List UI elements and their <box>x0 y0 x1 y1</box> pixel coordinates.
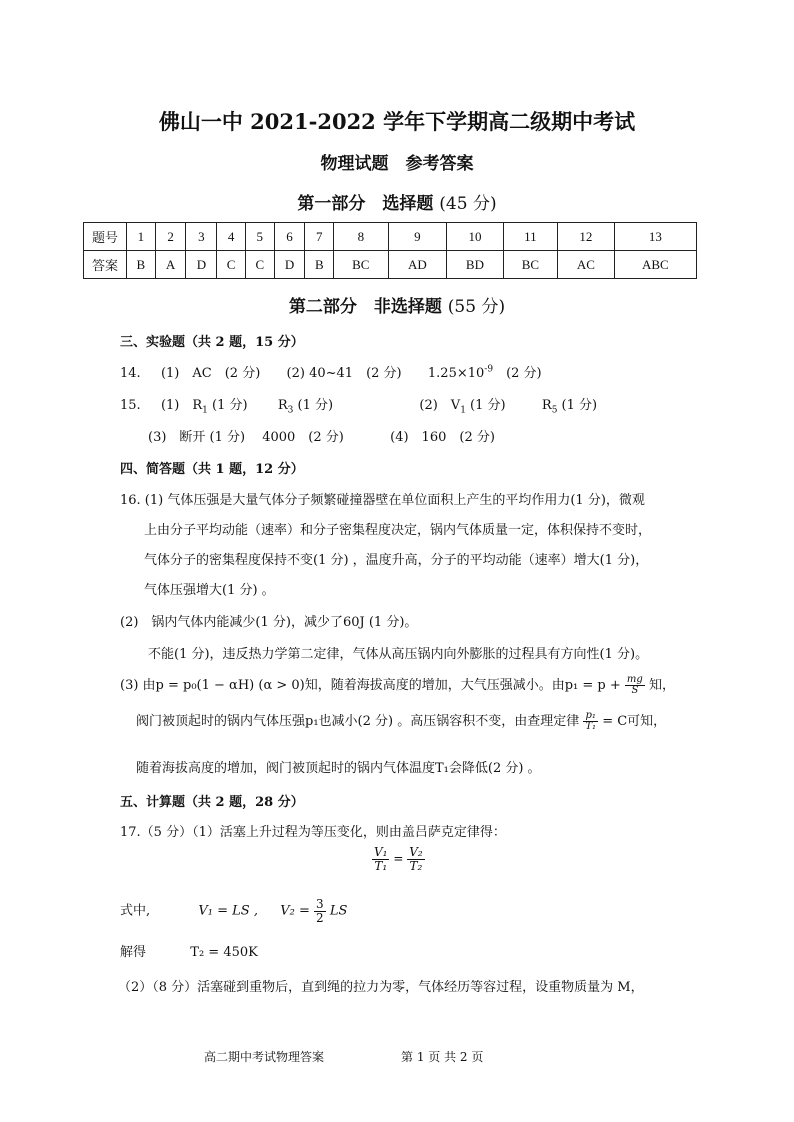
table-cell: D <box>186 251 217 279</box>
q15-part1: (1) $R_1$ (1 分) <box>160 398 248 416</box>
table-cell: C <box>245 251 274 279</box>
q17-v2-tail: LS <box>329 903 348 919</box>
table-cell: 5 <box>245 223 274 251</box>
q14-answer <box>120 362 542 381</box>
document-subtitle: 物理试题 参考答案 <box>320 154 474 174</box>
table-cell: A <box>155 251 186 279</box>
table-cell: AC <box>558 251 615 279</box>
fraction-mg-over-s: $\frac{mg}{S}$ <box>626 673 643 696</box>
table-cell: B <box>127 251 156 279</box>
table-cell: 13 <box>614 223 696 251</box>
table-cell: 7 <box>305 223 334 251</box>
answer-table <box>83 222 697 279</box>
table-cell: B <box>305 251 334 279</box>
q16-line1: 16. (1) 气体压强是大量气体分子频繁碰撞器壁在单位面积上产生的平均作用力(1 分)，微观 <box>120 493 645 508</box>
table-cell: D <box>274 251 305 279</box>
row-label-answers: 答案 <box>84 251 127 279</box>
part2-heading <box>0 292 794 317</box>
q17-line4: （2）（8 分）活塞碰到重物后，直到绳的拉力为零，气体经历等容过程，设重物质量为 M， <box>118 980 644 995</box>
q16-line7-text: (3) 由p = p₀(1 − αH) (α > 0)知，随着海拔高度的增加，大气压强减小。由p₁ = p + <box>120 678 621 693</box>
fraction-p1-over-t1: $\frac{\text{p₁}}{\text{T₁}}$ <box>585 709 597 732</box>
table-cell: 4 <box>217 223 246 251</box>
q14-part3-score: (2 分) <box>493 366 542 381</box>
q16-line6: 不能(1 分)，违反热力学第二定律，气体从高压锅内向外膨胀的过程具有方向性(1 分)。 <box>148 647 649 662</box>
table-cell: 9 <box>388 223 447 251</box>
q14-part3 <box>428 366 542 381</box>
q14-part3-exponent: -9 <box>484 364 494 375</box>
q16-line4: 气体压强增大(1 分) 。 <box>144 583 275 598</box>
table-cell: BD <box>447 251 504 279</box>
row-label-numbers: 题号 <box>84 223 127 251</box>
q17-equation <box>372 846 425 872</box>
q17-v1: V₁ = LS , <box>198 903 258 919</box>
q17-result: T₂ = 450K <box>190 945 258 960</box>
table-cell: AD <box>388 251 447 279</box>
q16-line2: 上由分子平均动能（速率）和分子密集程度决定，锅内气体质量一定，体积保持不变时， <box>144 523 652 538</box>
q14-part3-value: 1.25×10 <box>427 366 485 381</box>
equals-sign: = <box>393 851 404 866</box>
table-cell: 11 <box>503 223 557 251</box>
table-cell: 8 <box>334 223 388 251</box>
q15-answer-line1 <box>120 394 597 416</box>
q14-number: 14. <box>120 366 141 381</box>
table-cell: 2 <box>155 223 186 251</box>
part2-score: (55 分) <box>447 297 506 317</box>
q14-part2: (2) 40~41 (2 分) <box>286 366 402 381</box>
fraction-three-halves: $\frac{3}{2}$ <box>316 897 324 925</box>
q17-line1: 17.（5 分）（1）活塞上升过程为等压变化，则由盖吕萨克定律得： <box>120 825 506 840</box>
table-cell: BC <box>503 251 557 279</box>
q16-line9: 随着海拔高度的增加，阀门被顶起时的锅内气体温度T₁会降低(2 分) 。 <box>136 761 541 776</box>
table-cell: 12 <box>558 223 615 251</box>
q17-line2 <box>120 898 347 924</box>
table-cell: BC <box>334 251 388 279</box>
table-cell: 10 <box>447 223 504 251</box>
table-cell: 1 <box>127 223 156 251</box>
q16-line5: (2) 锅内气体内能减少(1 分)，减少了60J (1 分)。 <box>120 615 418 630</box>
part2-title: 第二部分 非选择题 <box>288 297 442 317</box>
q16-line7 <box>120 674 675 697</box>
section4-heading: 四、简答题（共 1 题，12 分） <box>120 462 304 477</box>
q15-number: 15. <box>120 398 141 413</box>
answer-table-row-numbers <box>84 223 697 251</box>
q15-part2b: $R_5$ (1 分) <box>541 398 598 416</box>
q17-line2-label: 式中, <box>120 903 151 919</box>
q16-line7-end: 知， <box>648 678 675 693</box>
q16-line8-text: 阀门被顶起时的锅内气体压强p₁也减小(2 分) 。高压锅容积不变，由查理定律 <box>136 714 580 729</box>
q14-part1: (1) AC (2 分) <box>160 366 261 381</box>
exam-title: 佛山一中 2021-2022 学年下学期高二级期中考试 <box>158 109 636 134</box>
q16-line8 <box>136 710 666 733</box>
table-cell: 6 <box>274 223 305 251</box>
footer-title: 高二期中考试物理答案 <box>204 1050 325 1064</box>
answer-table-row-answers <box>84 251 697 279</box>
q17-line3 <box>120 941 258 960</box>
page-number: 第 1 页 共 2 页 <box>401 1050 484 1064</box>
q16-line8-end: = C可知， <box>602 714 667 729</box>
q15-part4: (4) 160 (2 分) <box>390 430 495 445</box>
part1-score: (45 分) <box>439 194 497 214</box>
part1-heading <box>0 189 794 214</box>
table-cell: 3 <box>186 223 217 251</box>
section5-heading: 五、计算题（共 2 题，28 分） <box>120 795 304 810</box>
q16-line3: 气体分子的密集程度保持不变(1 分) ，温度升高，分子的平均动能（速率）增大(1 分)， <box>144 553 649 568</box>
q15-part2: (2) $V_1$ (1 分) <box>419 398 506 416</box>
q17-v2-label: V₂ = <box>280 903 310 919</box>
q15-part3: (3) 断开 (1 分) 4000 (2 分) <box>148 430 344 445</box>
fraction-v1-over-t1: $\frac{\text{V₁}}{\text{T₁}}$ <box>374 845 388 873</box>
part1-title: 第一部分 选择题 <box>297 194 434 214</box>
section3-heading: 三、实验题（共 2 题，15 分） <box>120 335 304 350</box>
q15-answer-line2 <box>148 426 495 445</box>
table-cell: C <box>217 251 246 279</box>
q17-line3-label: 解得 <box>120 945 147 960</box>
q15-part1b: $R_3$ (1 分) <box>277 398 334 416</box>
table-cell: ABC <box>614 251 696 279</box>
fraction-v2-over-t2: $\frac{\text{V₂}}{\text{T₂}}$ <box>409 845 423 873</box>
